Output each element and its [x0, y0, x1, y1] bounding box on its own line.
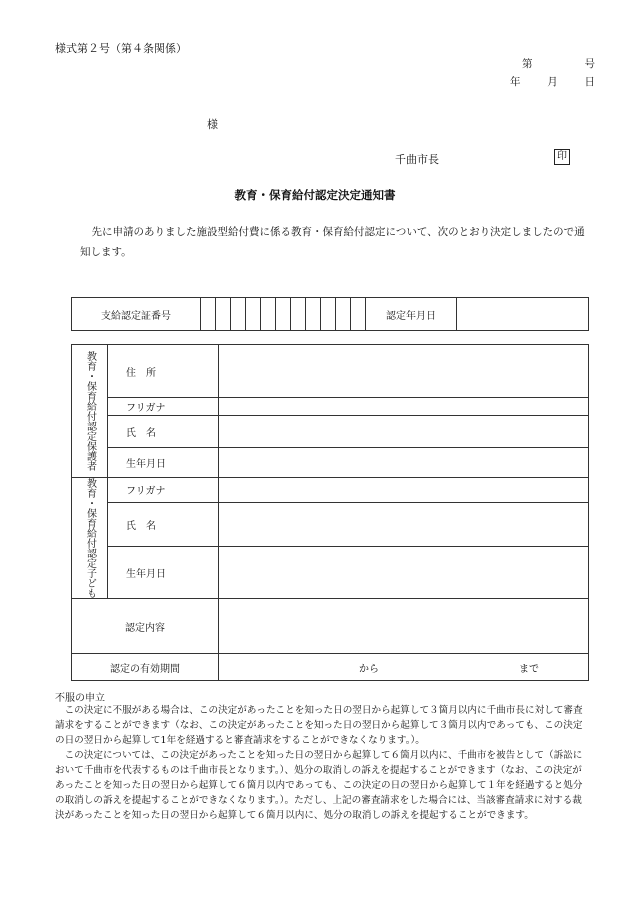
objection-paragraph-2: この決定については、この決定があったことを知った日の翌日から起算して６箇月以内に、千曲市を被告として（訴訟において千曲市を代表するものは千曲市長となります。）、処分の取消しの訴えを提起することができます（なお、この決定があったことを知った日の翌日から起算して６箇月以内であっても、この決定の日の翌日から起算して１年を経過すると処分の取消しの訴えを提起することができなくなります。）。ただし、上記の審査請求をした場合には、当該審査請求に対する裁決があったことを知った日の翌日から起算して６箇月以内に、処分の取消しの訴えを提起することができます。 — [55, 750, 583, 821]
doc-number-prefix: 第 — [522, 58, 533, 70]
address-label: 住 所 — [126, 367, 156, 379]
content-label-cell — [72, 599, 219, 654]
content-value[interactable] — [219, 599, 589, 654]
document-title: 教育・保育給付認定決定通知書 — [234, 188, 396, 202]
cert-digit[interactable] — [261, 298, 276, 331]
address-label-cell — [108, 345, 219, 398]
child-birthdate-label: 生年月日 — [108, 546, 219, 598]
cert-digit[interactable] — [321, 298, 336, 331]
guardian-group-label: 教育・保育給付認定保護者 — [84, 351, 96, 471]
date-day: 日 — [584, 76, 595, 88]
objection-heading: 不服の申立 — [55, 693, 105, 704]
objection-paragraph-1: この決定に不服がある場合は、この決定があったことを知った日の翌日から起算して３箇月以内に千曲市長に対して審査請求をすることができます（なお、この決定があったことを知った日の翌日から起算して３箇月以内であっても、この決定の日の翌日から起算して1年を経過すると審査請求をすることができなくなります。）。 — [55, 705, 583, 746]
intro-text: 先に申請のありました施設型給付費に係る教育・保育給付認定について、次のとおり決定しましたので通知します。 — [80, 226, 585, 258]
cert-digit[interactable] — [276, 298, 291, 331]
guardian-name-value[interactable] — [219, 416, 589, 448]
guardian-group-cell — [72, 345, 108, 478]
cert-digit[interactable] — [201, 298, 216, 331]
child-birthdate-value[interactable] — [219, 546, 589, 598]
cert-digit[interactable] — [351, 298, 366, 331]
guardian-birthdate-value[interactable] — [219, 448, 589, 478]
period-value[interactable] — [219, 654, 589, 681]
seal-stamp: 印 — [554, 149, 570, 165]
cert-digit[interactable] — [336, 298, 351, 331]
guardian-birthdate-label: 生年月日 — [108, 448, 219, 478]
addressee: 様 — [207, 118, 218, 131]
document-number — [500, 56, 595, 71]
doc-number-suffix: 号 — [584, 58, 595, 70]
child-furigana-label: フリガナ — [108, 478, 219, 503]
cert-digit[interactable] — [246, 298, 261, 331]
child-name-label: 氏 名 — [108, 502, 219, 546]
cert-digit[interactable] — [216, 298, 231, 331]
guardian-name-label: 氏 名 — [108, 416, 219, 448]
certificate-number-table — [71, 297, 589, 331]
cert-date-label: 認定年月日 — [366, 298, 457, 331]
issue-date — [500, 74, 595, 89]
cert-date-value[interactable] — [457, 298, 589, 331]
period-label-cell — [72, 654, 219, 681]
guardian-furigana-value[interactable] — [219, 398, 589, 416]
cert-number-label: 支給認定証番号 — [72, 298, 201, 331]
details-table — [71, 344, 589, 681]
issuer: 千曲市長 — [395, 153, 439, 166]
date-year: 年 — [510, 76, 521, 88]
period-label: 認定の有効期間 — [110, 663, 180, 675]
child-group-label: 教育・保育給付認定子ども — [84, 478, 96, 598]
period-to: まで — [519, 664, 539, 675]
child-group-cell — [72, 478, 108, 599]
cert-digit[interactable] — [231, 298, 246, 331]
period-from: から — [359, 664, 379, 675]
guardian-address-value[interactable] — [219, 345, 589, 398]
cert-digit[interactable] — [306, 298, 321, 331]
date-month: 月 — [547, 76, 558, 88]
guardian-furigana-label: フリガナ — [108, 398, 219, 416]
objection-text — [55, 703, 585, 823]
cert-digit[interactable] — [291, 298, 306, 331]
form-number: 様式第２号（第４条関係） — [55, 42, 187, 55]
document-number-block — [500, 56, 595, 89]
content-label: 認定内容 — [125, 622, 165, 634]
child-name-value[interactable] — [219, 502, 589, 546]
child-furigana-value[interactable] — [219, 478, 589, 503]
